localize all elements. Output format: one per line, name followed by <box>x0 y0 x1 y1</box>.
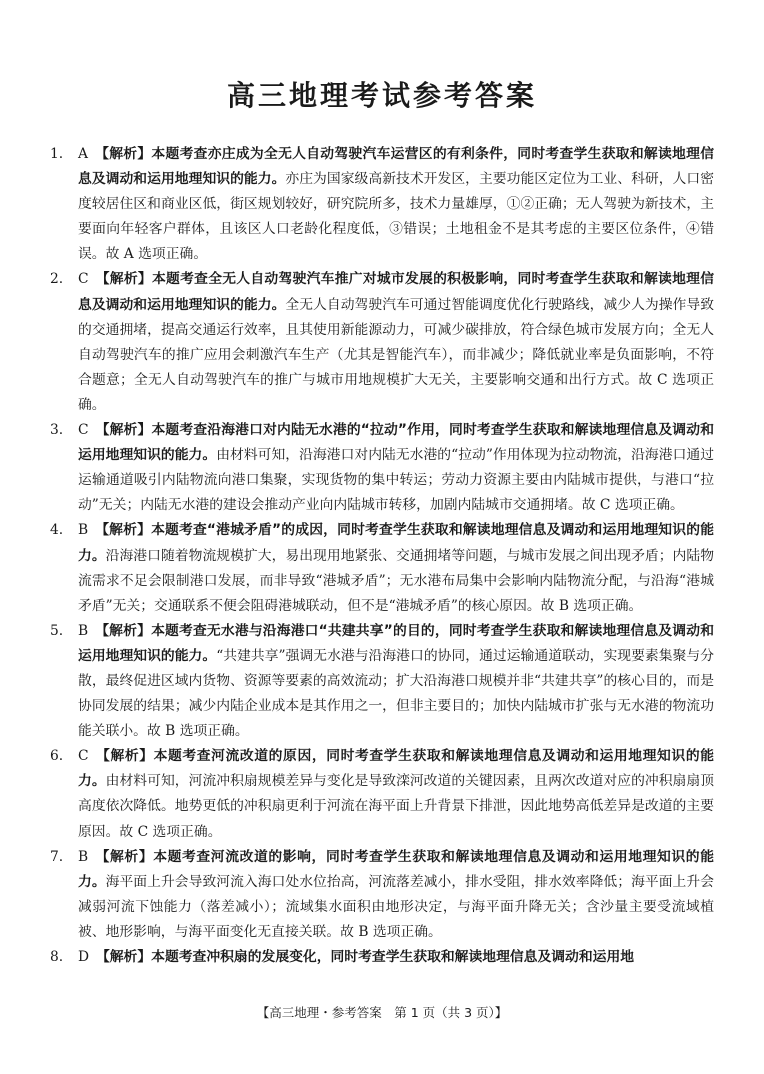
analysis-lead: 【解析】本题考查冲积扇的发展变化，同时考查学生获取和解读地理信息及调动和运用地 <box>95 949 635 965</box>
analysis-text: 由材料可知，沿海港口对内陆无水港的“拉动”作用体现为拉动物流，沿海港口通过运输通道吸引内陆物流向港口集聚，实现货物的集中转运；劳动力资源主要由内陆城市提供，与港口“拉动”无关；内陆无水港的建设会推动产业向内陆城市转移，加剧内陆城市交通拥堵。故 C 选项正确。 <box>78 447 715 514</box>
analysis-text: 全无人自动驾驶汽车可通过智能调度优化行驶路线，减少人为操作导致的交通拥堵，提高交通运行效率，且其使用新能源动力，可减少碳排放，符合绿色城市发展方向；全无人自动驾驶汽车的推广应用会刺激汽车生产（尤其是智能汽车），而非减少；降低就业率是负面影响，不符合题意；全无人自动驾驶汽车的推广与城市用地规模扩大无关，主要影响交通和出行方式。故 C 选项正确。 <box>78 296 715 413</box>
page-footer: 【高三地理・参考答案 第 1 页（共 3 页）】 <box>256 1005 508 1020</box>
question-number: 8. <box>50 949 64 965</box>
page-title: 高三地理考试参考答案 <box>226 79 537 112</box>
question-number: 1. <box>50 146 64 162</box>
analysis-text: 亦庄为国家级高新技术开发区，主要功能区定位为工业、科研，人口密度较居住区和商业区低，街区规划较好，研究院所多，技术力量雄厚，①②正确；无人驾驶为新技术，主要面向年轻客户群体，且该区人口老龄化程度低，③错误；土地租金不是其考虑的主要区位条件，④错误。故 A 选项正确。 <box>78 171 715 263</box>
answer-letter: B <box>78 848 89 865</box>
answer-item <box>50 619 714 744</box>
analysis-lead: 【解析】本题考查亦庄成为全无人自动驾驶汽车运营区的有利条件，同时考查学生获取和解读地理信息及调动和运用地理知识的能力。 <box>78 146 714 188</box>
answer-letter: B <box>78 622 89 639</box>
analysis-text: 由材料可知，河流冲积扇规模差异与变化是导致滦河改道的关键因素，且两次改道对应的冲积扇扇顶高度依次降低。地势更低的冲积扇更利于河流在海平面上升背景下排泄，因此地势高低差异是改道的主要原因。故 C 选项正确。 <box>78 773 715 840</box>
analysis-lead: 【解析】本题考查河流改道的原因，同时考查学生获取和解读地理信息及调动和运用地理知识的能力。 <box>78 748 714 790</box>
answer-letter: A <box>78 146 88 162</box>
answer-letter: C <box>78 422 89 439</box>
question-number: 6. <box>50 748 64 765</box>
analysis-lead: 【解析】本题考查“港城矛盾”的成因，同时考查学生获取和解读地理信息及调动和运用地理知识的能力。 <box>78 522 714 564</box>
answer-item <box>50 845 714 945</box>
answer-list <box>50 142 714 970</box>
analysis-lead: 【解析】本题考查河流改道的影响，同时考查学生获取和解读地理信息及调动和运用地理知识的能力。 <box>78 848 714 890</box>
answer-item <box>50 142 714 267</box>
answer-item <box>50 267 714 418</box>
answer-letter: B <box>78 522 89 539</box>
answer-letter: C <box>78 748 89 765</box>
answer-item <box>50 518 714 618</box>
analysis-text: 沿海港口随着物流规模扩大，易出现用地紧张、交通拥堵等问题，与城市发展之间出现矛盾；内陆物流需求不足会限制港口发展，而非导致“港城矛盾”；无水港布局集中会影响内陆物流分配，与沿海“港城矛盾”无关；交通联系不便会阻碍港城联动，但不是“港城矛盾”的核心原因。故 B 选项正确。 <box>78 547 715 614</box>
answer-item <box>50 744 714 844</box>
question-number: 2. <box>50 271 64 288</box>
analysis-lead: 【解析】本题考查全无人自动驾驶汽车推广对城市发展的积极影响，同时考查学生获取和解读地理信息及调动和运用地理知识的能力。 <box>78 271 714 313</box>
question-number: 5. <box>50 622 64 639</box>
question-number: 4. <box>50 522 64 539</box>
question-number: 3. <box>50 422 64 439</box>
answer-item <box>50 945 714 970</box>
answer-letter: C <box>78 271 89 288</box>
answer-letter: D <box>78 949 90 965</box>
answer-item <box>50 418 714 518</box>
question-number: 7. <box>50 848 64 865</box>
analysis-lead: 【解析】本题考查沿海港口对内陆无水港的“拉动”作用，同时考查学生获取和解读地理信息及调动和运用地理知识的能力。 <box>78 422 714 464</box>
analysis-lead: 【解析】本题考查无水港与沿海港口“共建共享”的目的，同时考查学生获取和解读地理信息及调动和运用地理知识的能力。 <box>78 622 714 664</box>
analysis-text: “共建共享”强调无水港与沿海港口的协同，通过运输通道联动，实现要素集聚与分散，最终促进区域内货物、资源等要素的高效流动；扩大沿海港口规模并非“共建共享”的核心目的，而是协同发展的结果；减少内陆企业成本是其作用之一，但非主要目的；加快内陆城市扩张与无水港的物流功能关联小。故 B 选项正确。 <box>78 647 715 740</box>
analysis-text: 海平面上升会导致河流入海口处水位抬高，河流落差减小，排水受阻，排水效率降低；海平面上升会减弱河流下蚀能力（落差减小）；流域集水面积由地形决定，与海平面升降无关；含沙量主要受流域植被、地形影响，与海平面变化无直接关联。故 B 选项正确。 <box>78 873 715 940</box>
